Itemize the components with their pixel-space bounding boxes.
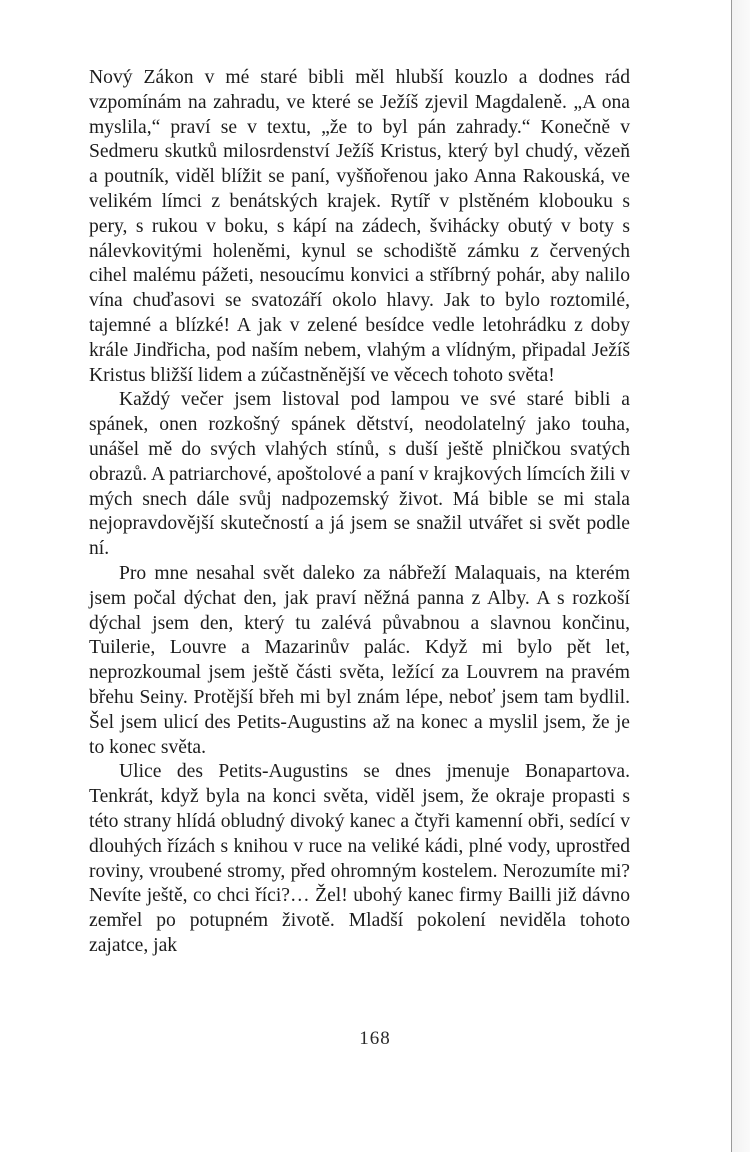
paragraph-1: Nový Zákon v mé staré bibli měl hlubší kouzlo a dodnes rád vzpomínám na zahradu, ve které se Ježíš zjevil Magdaleně. „A ona myslila,“ praví se v textu, „že to byl pán zahrady.“ Konečně v Sedmeru skutků milosrdenství Ježíš Kristus, který byl chudý, vězeň a poutník, viděl blížit se paní, vyšňořenou jako Anna Rakouská, ve velikém límci z benátských krajek. Rytíř v plstěném klobouku s pery, s rukou v boku, s kápí na zádech, švihácky obutý v boty s nálevkovitými holeněmi, kynul se schodiště zámku z červených cihel malému pážeti, nesoucímu konvici a stříbrný pohár, aby nalilo vína chuďasovi se svatozáří okolo hlavy. Jak to bylo roztomilé, tajemné a blízké! A jak v zelené besídce vedle letohrádku z doby krále Jindřicha, pod naším nebem, vlahým a vlídným, připadal Ježíš Kristus bližší lidem a zúčastněnější ve věcech tohoto světa! <box>89 67 630 386</box>
page-edge-line <box>731 0 732 1152</box>
page-edge-shadow <box>732 0 750 1152</box>
page-number: 168 <box>359 1028 391 1049</box>
paragraph-3: Pro mne nesahal svět daleko za nábřeží Malaquais, na kterém jsem počal dýchat den, jak praví něžná panna z Alby. A s rozkoší dýchal jsem den, který tu zalévá půvabnou a slavnou končinu, Tuilerie, Louvre a Mazarinův palác. Když mi bylo pět let, neprozkoumal jsem ještě části světa, ležící za Louvrem na pravém břehu Seiny. Protější břeh mi byl znám lépe, neboť jsem tam bydlil. Šel jsem ulicí des Petits-Augustins až na konec a myslil jsem, že je to konec světa. <box>89 562 630 758</box>
paragraph-2: Každý večer jsem listoval pod lampou ve své staré bibli a spánek, onen rozkošný spánek dětství, neodolatelný jako touha, unášel mě do svých vlahých stínů, s duší ještě plničkou svatých obrazů. A patriarchové, apoštolové a paní v krajkových límcích žili v mých snech dále svůj nadpozemský život. Má bible se mi stala nejopravdovější skutečností a já jsem se snažil utvářet si svět podle ní. <box>89 389 630 560</box>
body-text <box>89 66 630 959</box>
paragraph-4: Ulice des Petits-Augustins se dnes jmenuje Bonapartova. Tenkrát, když byla na konci světa, viděl jsem, že okraje propasti s této strany hlídá obludný divoký kanec a čtyři kamenní obři, sedící v dlouhých řízách s knihou v ruce na veliké kádi, plné vody, uprostřed roviny, vroubené stromy, před ohromným kostelem. Nerozumíte mi? Nevíte ještě, co chci říci?… Žel! ubohý kanec firmy Bailli již dávno zemřel po potupném životě. Mladší pokolení neviděla tohoto zajatce, jak <box>89 761 630 956</box>
